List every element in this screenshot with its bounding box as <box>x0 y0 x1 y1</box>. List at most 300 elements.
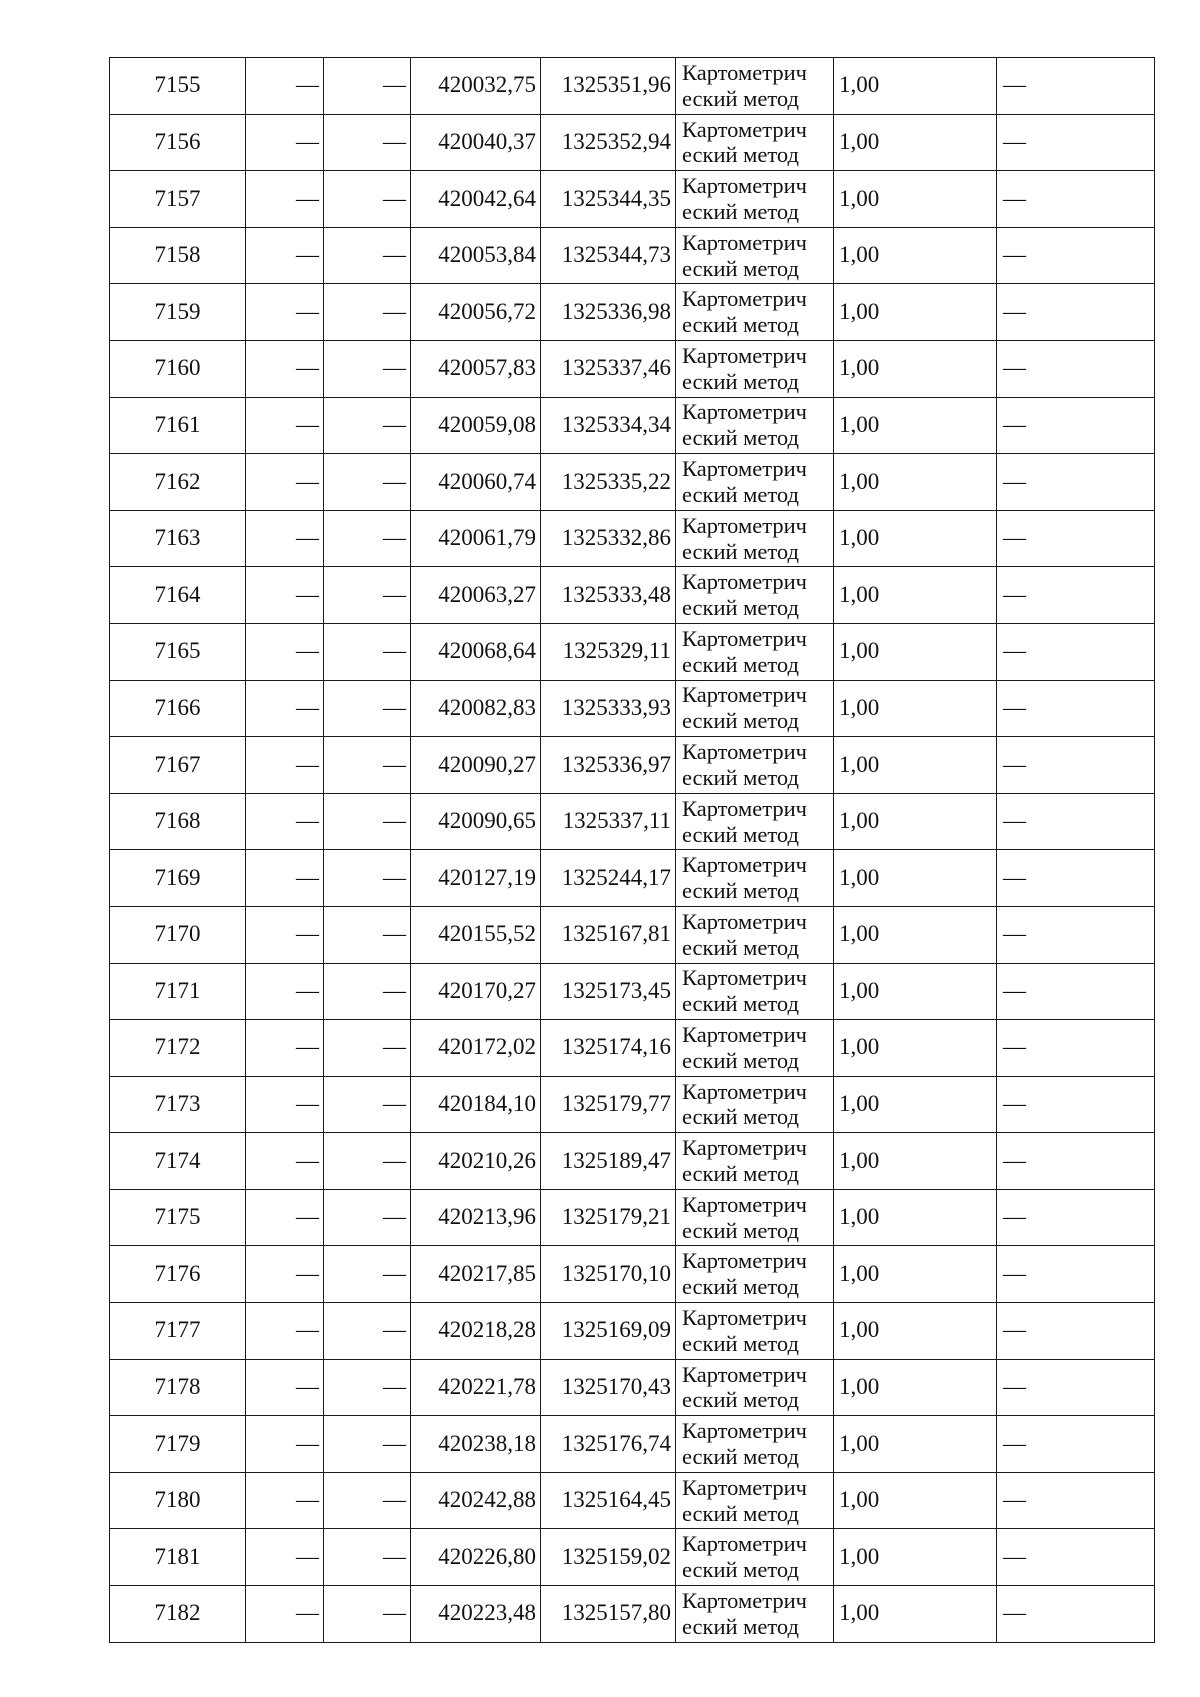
note-text: — <box>1003 1147 1026 1173</box>
empty-value-text: — <box>383 1091 406 1117</box>
accuracy-text: 1,00 <box>839 977 880 1003</box>
table-row <box>110 1359 1155 1416</box>
point-number-text: 7166 <box>154 694 201 720</box>
point-number-text: 7172 <box>154 1034 201 1060</box>
method-cell <box>676 227 834 284</box>
x-coordinate-cell <box>411 1359 541 1416</box>
note-cell <box>997 510 1155 567</box>
point-number-text: 7182 <box>154 1600 201 1626</box>
empty-value-text: — <box>296 1600 319 1626</box>
note-text: — <box>1003 1204 1026 1230</box>
x-coordinate-cell <box>411 906 541 963</box>
method-text-line-1: Картометрич <box>682 965 807 991</box>
x-coordinate-cell <box>411 454 541 511</box>
y-coordinate-cell <box>541 397 676 454</box>
method-text-line-2: еский метод <box>682 878 799 904</box>
empty-value-cell <box>324 737 411 794</box>
x-coordinate-cell <box>411 680 541 737</box>
y-coordinate-cell <box>541 680 676 737</box>
table-row <box>110 1303 1155 1360</box>
accuracy-text: 1,00 <box>839 1260 880 1286</box>
note-cell <box>997 58 1155 115</box>
accuracy-cell <box>834 680 997 737</box>
note-cell <box>997 1076 1155 1133</box>
x-coordinate-cell <box>411 567 541 624</box>
method-text-line-2: еский метод <box>682 764 799 790</box>
empty-value-text: — <box>296 808 319 834</box>
table-row <box>110 1586 1155 1643</box>
y-coordinate-cell <box>541 1529 676 1586</box>
empty-value-cell <box>324 171 411 228</box>
note-cell <box>997 1416 1155 1473</box>
table-row <box>110 680 1155 737</box>
empty-value-text: — <box>296 1543 319 1569</box>
y-coordinate-text: 1325344,35 <box>561 185 671 211</box>
table-row <box>110 1529 1155 1586</box>
note-text: — <box>1003 694 1026 720</box>
y-coordinate-text: 1325159,02 <box>561 1543 671 1569</box>
accuracy-cell <box>834 850 997 907</box>
accuracy-text: 1,00 <box>839 1600 880 1626</box>
x-coordinate-cell <box>411 963 541 1020</box>
method-text-line-1: Картометрич <box>682 1135 807 1161</box>
y-coordinate-cell <box>541 567 676 624</box>
method-text-line-1: Картометрич <box>682 1587 807 1613</box>
empty-value-cell <box>246 1303 324 1360</box>
accuracy-text: 1,00 <box>839 1317 880 1343</box>
accuracy-text: 1,00 <box>839 1034 880 1060</box>
method-cell <box>676 1359 834 1416</box>
empty-value-text: — <box>296 355 319 381</box>
method-text-line-2: еский метод <box>682 312 799 338</box>
empty-value-text: — <box>383 1317 406 1343</box>
accuracy-text: 1,00 <box>839 751 880 777</box>
y-coordinate-text: 1325344,73 <box>561 242 671 268</box>
empty-value-text: — <box>383 1260 406 1286</box>
method-cell <box>676 1189 834 1246</box>
empty-value-text: — <box>296 1487 319 1513</box>
y-coordinate-text: 1325244,17 <box>561 864 671 890</box>
note-text: — <box>1003 298 1026 324</box>
accuracy-cell <box>834 567 997 624</box>
method-cell <box>676 963 834 1020</box>
accuracy-text: 1,00 <box>839 1147 880 1173</box>
empty-value-text: — <box>383 638 406 664</box>
note-text: — <box>1003 355 1026 381</box>
x-coordinate-text: 420090,27 <box>438 751 536 777</box>
table-row <box>110 793 1155 850</box>
x-coordinate-text: 420184,10 <box>438 1091 536 1117</box>
empty-value-cell <box>324 850 411 907</box>
y-coordinate-cell <box>541 737 676 794</box>
method-text-line-2: еский метод <box>682 991 799 1017</box>
point-number-cell <box>110 171 246 228</box>
empty-value-text: — <box>296 1260 319 1286</box>
accuracy-cell <box>834 1246 997 1303</box>
table-row <box>110 1076 1155 1133</box>
x-coordinate-text: 420032,75 <box>438 72 536 98</box>
accuracy-text: 1,00 <box>839 921 880 947</box>
point-number-text: 7156 <box>154 128 201 154</box>
point-number-cell <box>110 1359 246 1416</box>
empty-value-text: — <box>383 355 406 381</box>
empty-value-cell <box>246 171 324 228</box>
accuracy-cell <box>834 58 997 115</box>
empty-value-text: — <box>296 298 319 324</box>
empty-value-cell <box>324 1529 411 1586</box>
y-coordinate-text: 1325337,11 <box>562 808 671 834</box>
note-text: — <box>1003 468 1026 494</box>
method-text-line-1: Картометрич <box>682 1531 807 1557</box>
accuracy-cell <box>834 284 997 341</box>
y-coordinate-text: 1325169,09 <box>561 1317 671 1343</box>
accuracy-text: 1,00 <box>839 1374 880 1400</box>
empty-value-text: — <box>296 977 319 1003</box>
method-cell <box>676 1416 834 1473</box>
point-number-cell <box>110 1416 246 1473</box>
point-number-text: 7175 <box>154 1204 201 1230</box>
y-coordinate-cell <box>541 340 676 397</box>
empty-value-text: — <box>296 1147 319 1173</box>
accuracy-text: 1,00 <box>839 1543 880 1569</box>
method-text-line-1: Картометрич <box>682 1248 807 1274</box>
accuracy-cell <box>834 397 997 454</box>
accuracy-text: 1,00 <box>839 581 880 607</box>
method-text-line-2: еский метод <box>682 425 799 451</box>
point-number-text: 7159 <box>154 298 201 324</box>
empty-value-text: — <box>296 242 319 268</box>
empty-value-text: — <box>383 694 406 720</box>
x-coordinate-cell <box>411 1303 541 1360</box>
empty-value-cell <box>324 567 411 624</box>
method-cell <box>676 1076 834 1133</box>
table-row <box>110 850 1155 907</box>
method-cell <box>676 1133 834 1190</box>
empty-value-cell <box>246 454 324 511</box>
y-coordinate-cell <box>541 1133 676 1190</box>
accuracy-text: 1,00 <box>839 1091 880 1117</box>
x-coordinate-text: 420172,02 <box>438 1034 536 1060</box>
x-coordinate-cell <box>411 397 541 454</box>
empty-value-text: — <box>383 921 406 947</box>
empty-value-cell <box>324 227 411 284</box>
point-number-cell <box>110 454 246 511</box>
empty-value-cell <box>324 114 411 171</box>
point-number-cell <box>110 340 246 397</box>
point-number-cell <box>110 114 246 171</box>
y-coordinate-text: 1325336,98 <box>561 298 671 324</box>
method-cell <box>676 397 834 454</box>
x-coordinate-text: 420053,84 <box>438 242 536 268</box>
y-coordinate-cell <box>541 1359 676 1416</box>
method-text-line-2: еский метод <box>682 595 799 621</box>
note-cell <box>997 906 1155 963</box>
accuracy-cell <box>834 1076 997 1133</box>
point-number-text: 7155 <box>154 72 201 98</box>
empty-value-cell <box>246 227 324 284</box>
empty-value-text: — <box>296 581 319 607</box>
x-coordinate-text: 420218,28 <box>438 1317 536 1343</box>
x-coordinate-cell <box>411 114 541 171</box>
table-row <box>110 58 1155 115</box>
method-text-line-1: Картометрич <box>682 286 807 312</box>
empty-value-cell <box>324 397 411 454</box>
note-text: — <box>1003 411 1026 437</box>
accuracy-text: 1,00 <box>839 355 880 381</box>
method-text-line-2: еский метод <box>682 1047 799 1073</box>
point-number-text: 7174 <box>154 1147 201 1173</box>
y-coordinate-cell <box>541 1472 676 1529</box>
note-cell <box>997 1189 1155 1246</box>
method-text-line-1: Картометрич <box>682 399 807 425</box>
empty-value-text: — <box>296 1430 319 1456</box>
method-text-line-1: Картометрич <box>682 342 807 368</box>
note-text: — <box>1003 1543 1026 1569</box>
note-cell <box>997 1529 1155 1586</box>
note-cell <box>997 1359 1155 1416</box>
point-number-cell <box>110 906 246 963</box>
accuracy-cell <box>834 171 997 228</box>
x-coordinate-text: 420082,83 <box>438 694 536 720</box>
point-number-text: 7171 <box>154 977 201 1003</box>
y-coordinate-text: 1325170,43 <box>561 1374 671 1400</box>
x-coordinate-cell <box>411 1246 541 1303</box>
method-text-line-2: еский метод <box>682 934 799 960</box>
empty-value-text: — <box>383 1374 406 1400</box>
empty-value-text: — <box>383 977 406 1003</box>
note-text: — <box>1003 751 1026 777</box>
coordinates-table <box>109 57 1155 1643</box>
y-coordinate-cell <box>541 454 676 511</box>
x-coordinate-cell <box>411 737 541 794</box>
accuracy-cell <box>834 793 997 850</box>
empty-value-cell <box>246 1529 324 1586</box>
point-number-cell <box>110 1189 246 1246</box>
empty-value-cell <box>324 454 411 511</box>
note-cell <box>997 227 1155 284</box>
method-cell <box>676 454 834 511</box>
empty-value-text: — <box>296 694 319 720</box>
table-row <box>110 454 1155 511</box>
x-coordinate-text: 420210,26 <box>438 1147 536 1173</box>
empty-value-text: — <box>383 1543 406 1569</box>
empty-value-text: — <box>383 525 406 551</box>
empty-value-text: — <box>296 1317 319 1343</box>
empty-value-cell <box>246 114 324 171</box>
y-coordinate-text: 1325352,94 <box>561 128 671 154</box>
empty-value-text: — <box>296 1374 319 1400</box>
y-coordinate-cell <box>541 114 676 171</box>
empty-value-text: — <box>296 751 319 777</box>
y-coordinate-cell <box>541 1586 676 1643</box>
method-text-line-2: еский метод <box>682 821 799 847</box>
empty-value-cell <box>324 1020 411 1077</box>
y-coordinate-cell <box>541 510 676 567</box>
note-text: — <box>1003 864 1026 890</box>
note-cell <box>997 1133 1155 1190</box>
point-number-cell <box>110 1586 246 1643</box>
accuracy-cell <box>834 1189 997 1246</box>
empty-value-text: — <box>296 185 319 211</box>
note-text: — <box>1003 581 1026 607</box>
method-text-line-1: Картометрич <box>682 739 807 765</box>
y-coordinate-text: 1325173,45 <box>561 977 671 1003</box>
method-cell <box>676 1586 834 1643</box>
note-text: — <box>1003 1487 1026 1513</box>
x-coordinate-cell <box>411 510 541 567</box>
empty-value-cell <box>246 1020 324 1077</box>
y-coordinate-text: 1325335,22 <box>561 468 671 494</box>
table-row <box>110 510 1155 567</box>
note-cell <box>997 114 1155 171</box>
method-text-line-2: еский метод <box>682 1557 799 1583</box>
point-number-text: 7168 <box>154 808 201 834</box>
point-number-text: 7157 <box>154 185 201 211</box>
accuracy-cell <box>834 510 997 567</box>
table-row <box>110 1189 1155 1246</box>
method-text-line-1: Картометрич <box>682 173 807 199</box>
y-coordinate-text: 1325333,93 <box>561 694 671 720</box>
accuracy-text: 1,00 <box>839 128 880 154</box>
y-coordinate-cell <box>541 58 676 115</box>
accuracy-cell <box>834 227 997 284</box>
x-coordinate-text: 420127,19 <box>438 864 536 890</box>
table-body <box>110 58 1155 1643</box>
note-text: — <box>1003 72 1026 98</box>
accuracy-text: 1,00 <box>839 185 880 211</box>
note-cell <box>997 1303 1155 1360</box>
x-coordinate-cell <box>411 1076 541 1133</box>
empty-value-cell <box>246 1189 324 1246</box>
point-number-cell <box>110 58 246 115</box>
accuracy-cell <box>834 114 997 171</box>
y-coordinate-text: 1325332,86 <box>561 525 671 551</box>
accuracy-cell <box>834 1303 997 1360</box>
table-row <box>110 623 1155 680</box>
point-number-text: 7170 <box>154 921 201 947</box>
empty-value-text: — <box>296 1204 319 1230</box>
note-text: — <box>1003 921 1026 947</box>
point-number-text: 7178 <box>154 1374 201 1400</box>
table-row <box>110 906 1155 963</box>
y-coordinate-text: 1325189,47 <box>561 1147 671 1173</box>
note-text: — <box>1003 1034 1026 1060</box>
empty-value-cell <box>246 1076 324 1133</box>
empty-value-text: — <box>383 751 406 777</box>
empty-value-cell <box>324 623 411 680</box>
empty-value-text: — <box>296 638 319 664</box>
empty-value-cell <box>246 737 324 794</box>
method-cell <box>676 171 834 228</box>
note-cell <box>997 171 1155 228</box>
empty-value-text: — <box>383 242 406 268</box>
accuracy-cell <box>834 1020 997 1077</box>
empty-value-text: — <box>296 921 319 947</box>
empty-value-text: — <box>296 1034 319 1060</box>
point-number-cell <box>110 623 246 680</box>
empty-value-cell <box>246 963 324 1020</box>
y-coordinate-text: 1325164,45 <box>561 1487 671 1513</box>
empty-value-cell <box>324 680 411 737</box>
accuracy-cell <box>834 1133 997 1190</box>
point-number-cell <box>110 1472 246 1529</box>
y-coordinate-text: 1325170,10 <box>561 1260 671 1286</box>
method-text-line-1: Картометрич <box>682 569 807 595</box>
method-cell <box>676 850 834 907</box>
method-cell <box>676 737 834 794</box>
point-number-cell <box>110 567 246 624</box>
empty-value-cell <box>246 906 324 963</box>
point-number-cell <box>110 793 246 850</box>
method-text-line-2: еский метод <box>682 1444 799 1470</box>
method-cell <box>676 340 834 397</box>
note-text: — <box>1003 1091 1026 1117</box>
note-cell <box>997 850 1155 907</box>
method-cell <box>676 1529 834 1586</box>
accuracy-cell <box>834 454 997 511</box>
table-row <box>110 963 1155 1020</box>
y-coordinate-cell <box>541 906 676 963</box>
empty-value-text: — <box>383 1430 406 1456</box>
method-text-line-2: еский метод <box>682 142 799 168</box>
method-text-line-2: еский метод <box>682 255 799 281</box>
note-text: — <box>1003 185 1026 211</box>
method-cell <box>676 567 834 624</box>
y-coordinate-text: 1325167,81 <box>561 921 671 947</box>
empty-value-cell <box>246 1133 324 1190</box>
method-text-line-2: еский метод <box>682 1161 799 1187</box>
point-number-cell <box>110 1020 246 1077</box>
table-row <box>110 1472 1155 1529</box>
method-cell <box>676 623 834 680</box>
accuracy-text: 1,00 <box>839 72 880 98</box>
method-text-line-1: Картометрич <box>682 1304 807 1330</box>
method-text-line-1: Картометрич <box>682 682 807 708</box>
note-text: — <box>1003 1600 1026 1626</box>
point-number-cell <box>110 397 246 454</box>
accuracy-text: 1,00 <box>839 864 880 890</box>
note-cell <box>997 284 1155 341</box>
x-coordinate-text: 420057,83 <box>438 355 536 381</box>
accuracy-text: 1,00 <box>839 808 880 834</box>
point-number-text: 7162 <box>154 468 201 494</box>
point-number-text: 7161 <box>154 411 201 437</box>
x-coordinate-cell <box>411 1189 541 1246</box>
empty-value-cell <box>324 1246 411 1303</box>
y-coordinate-cell <box>541 171 676 228</box>
method-cell <box>676 906 834 963</box>
accuracy-text: 1,00 <box>839 694 880 720</box>
table-row <box>110 171 1155 228</box>
empty-value-text: — <box>296 525 319 551</box>
method-text-line-1: Картометрич <box>682 908 807 934</box>
point-number-text: 7180 <box>154 1487 201 1513</box>
empty-value-text: — <box>296 411 319 437</box>
x-coordinate-text: 420242,88 <box>438 1487 536 1513</box>
note-text: — <box>1003 1374 1026 1400</box>
x-coordinate-text: 420059,08 <box>438 411 536 437</box>
y-coordinate-cell <box>541 1189 676 1246</box>
empty-value-cell <box>246 850 324 907</box>
method-cell <box>676 793 834 850</box>
empty-value-cell <box>324 793 411 850</box>
note-cell <box>997 623 1155 680</box>
empty-value-cell <box>246 1586 324 1643</box>
y-coordinate-text: 1325179,21 <box>561 1204 671 1230</box>
empty-value-text: — <box>296 128 319 154</box>
y-coordinate-text: 1325329,11 <box>562 638 671 664</box>
empty-value-text: — <box>383 298 406 324</box>
